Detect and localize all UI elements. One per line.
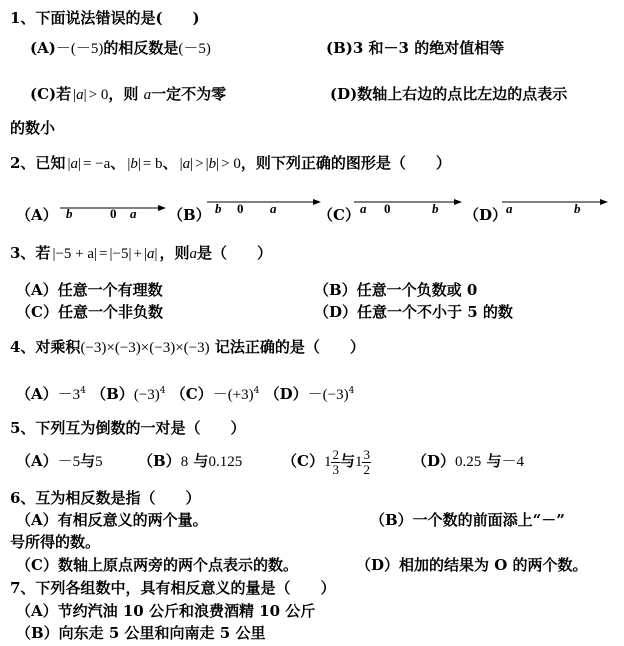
q5-a-yu: 与: [80, 452, 96, 470]
q6-option-b[interactable]: （B）一个数的前面添上“－”: [370, 511, 565, 529]
q4-d-base: －(−3): [307, 387, 349, 403]
q5-d-y: －4: [501, 454, 525, 470]
q6-stem: 6、互为相反数是指（ ）: [10, 489, 201, 507]
arrow-head: [454, 199, 462, 205]
q5-b-label: （B）: [138, 452, 181, 470]
q2-abs-b: |b|: [127, 156, 141, 172]
q3-abs-3: |a|: [143, 246, 158, 262]
q5-option-a[interactable]: [16, 451, 103, 472]
q2-option-b-label[interactable]: （B）: [168, 206, 211, 224]
q2-option-c-label[interactable]: （C）: [318, 206, 360, 224]
q5-c-fraction-1: $\frac{2}{3}$: [332, 446, 339, 477]
q4-b-base: (−3): [133, 387, 160, 403]
q3-stem-pre: 3、若: [10, 244, 51, 262]
q1-a-mid: 的相反数是: [103, 39, 179, 57]
q2-e3-var-b: b: [208, 156, 217, 172]
q3-option-c[interactable]: （C）任意一个非负数: [16, 303, 163, 321]
q6-option-d[interactable]: （D）相加的结果为 O 的两个数。: [356, 556, 588, 574]
q1-c-comma: ，则: [108, 85, 139, 103]
q3-eq: =: [99, 246, 108, 262]
q4-a-label: （A）: [16, 385, 58, 403]
q2-stem: [10, 153, 451, 174]
q5-d-yu: 与: [486, 452, 502, 470]
q1-c-ineq: > 0: [88, 87, 109, 103]
q2-abs-a2: |a|: [179, 156, 194, 172]
q6-option-c[interactable]: （C）数轴上原点两旁的两个点表示的数。: [16, 556, 298, 574]
q1-a-val: (－5): [178, 41, 211, 57]
q2-e2-rhs: = b: [142, 156, 163, 172]
q4-option-a[interactable]: [16, 385, 86, 403]
q3-abs-1: |−5 + a|: [52, 246, 98, 262]
q4-a-exp: 4: [80, 386, 86, 396]
q1-c-label: (C)若: [30, 85, 72, 103]
q2-e2-var: b: [130, 156, 138, 172]
q4-a-base: －3: [57, 387, 81, 403]
q3-option-a[interactable]: （A）任意一个有理数: [16, 281, 163, 299]
q3-abs-2: |−5|: [109, 246, 132, 262]
q4-stem: [10, 337, 365, 358]
q5-stem: 5、下列互为倒数的一对是（ ）: [10, 419, 246, 437]
q4-option-b[interactable]: [91, 385, 165, 403]
q5-b-y: 0.125: [208, 454, 243, 470]
q2-option-d-label[interactable]: （D）: [464, 206, 508, 224]
q6-option-b-cont: 号所得的数。: [10, 533, 101, 551]
point-label: b: [215, 201, 222, 216]
q2-stem-post: ，则下列正确的图形是（ ）: [240, 154, 451, 172]
q5-d-x: 0.25: [455, 454, 482, 470]
q4-c-label: （C）: [170, 385, 213, 403]
point-label: 0: [110, 206, 117, 221]
q1-option-c[interactable]: [30, 84, 226, 105]
q2-e3-mid: >: [195, 156, 204, 172]
q5-a-y: 5: [95, 454, 103, 470]
q2-abs-b2: |b|: [205, 156, 220, 172]
q3-stem-post: 是（ ）: [197, 244, 273, 262]
point-label: a: [506, 201, 513, 216]
q4-stem-pre: 4、对乘积: [10, 338, 81, 356]
q3-var: a: [189, 246, 198, 262]
q5-c-fraction-2: $\frac{3}{2}$: [363, 446, 370, 477]
q1-a-math: －(－5): [55, 41, 104, 57]
q1-stem: 1、下面说法错误的是( ): [10, 9, 200, 27]
q2-numberline-b: [205, 194, 323, 220]
q4-option-c[interactable]: [171, 385, 260, 403]
q1-option-b[interactable]: (B)3 和－3 的绝对值相等: [326, 39, 505, 57]
q7-option-b[interactable]: （B）向东走 5 公里和向南走 5 公里: [16, 624, 266, 642]
q1-c-abs-bar: |a|: [73, 87, 87, 103]
q3-stem: [10, 243, 272, 264]
q4-d-exp: 4: [348, 386, 355, 396]
q1-c-var: a: [143, 87, 152, 103]
arrow-head: [600, 199, 608, 205]
q2-e1-var: a: [70, 156, 78, 172]
point-label: a: [270, 201, 277, 216]
q2-numberline-d: [500, 194, 610, 220]
q4-stem-post: 记法正确的是（ ）: [214, 338, 365, 356]
q4-c-exp: 4: [253, 386, 260, 396]
q5-a-x: －5: [57, 454, 81, 470]
q3-option-b[interactable]: （B）任意一个负数或 0: [314, 281, 478, 299]
q2-sep-1: 、: [110, 154, 126, 172]
q4-b-label: （B）: [91, 385, 134, 403]
q7-option-a[interactable]: （A）节约汽油 10 公斤和浪费酒精 10 公斤: [16, 602, 316, 620]
point-label: a: [360, 201, 367, 216]
q4-options: [16, 381, 354, 405]
q5-c-label: （C）: [282, 452, 324, 470]
q5-a-label: （A）: [16, 452, 58, 470]
q5-c-whole-1: 1: [323, 454, 332, 470]
q4-c-base: －(+3): [212, 387, 254, 403]
q2-abs-a: |a|: [67, 156, 81, 172]
q1-c-tail: 一定不为零: [151, 85, 227, 103]
q4-b-exp: 4: [159, 386, 166, 396]
q3-expr-3: a: [147, 246, 155, 262]
q2-e1-rhs: = −a: [82, 156, 111, 172]
q4-d-label: （D）: [264, 385, 308, 403]
q2-e3-var-a: a: [182, 156, 191, 172]
q4-option-d[interactable]: [265, 385, 355, 403]
q3-expr-2: −5: [112, 246, 129, 262]
q3-option-d[interactable]: （D）任意一个不小于 5 的数: [314, 303, 513, 321]
q2-numberline-c: [352, 194, 464, 220]
point-label: b: [574, 201, 581, 216]
point-label: 0: [237, 201, 244, 216]
q5-d-label: （D）: [412, 452, 456, 470]
q3-plus: +: [133, 246, 142, 262]
q3-expr-1: −5 + a: [55, 246, 95, 262]
point-label: b: [432, 201, 439, 216]
q1-a-label: (A): [30, 39, 56, 57]
q1-option-d[interactable]: (D)数轴上右边的点比左边的点表示: [330, 85, 568, 103]
q5-option-b[interactable]: [138, 451, 242, 472]
q2-option-a-label[interactable]: （A）: [16, 206, 58, 224]
q5-c-whole-2: 1: [354, 454, 363, 470]
q5-option-d[interactable]: [412, 451, 524, 472]
q5-b-yu: 与: [193, 452, 209, 470]
q4-product: (−3)×(−3)×(−3)×(−3): [80, 340, 210, 356]
q5-option-c[interactable]: [282, 441, 371, 482]
q6-option-a[interactable]: （A）有相反意义的两个量。: [16, 511, 208, 529]
q1-c-abs-var: a: [76, 87, 84, 103]
q1-option-a[interactable]: [30, 38, 211, 59]
q2-sep-2: 、: [162, 154, 178, 172]
q2-e3-rhs: > 0: [221, 156, 241, 172]
q5-b-x: 8: [180, 454, 189, 470]
point-label: 0: [384, 201, 391, 216]
arrow-head: [158, 205, 166, 211]
q2-numberline-a: [58, 196, 168, 222]
q3-stem-mid: ，则: [159, 244, 190, 262]
point-label: a: [130, 206, 137, 221]
q2-stem-pre: 2、已知: [10, 154, 66, 172]
q1-option-d-cont: 的数小: [10, 119, 56, 137]
point-label: b: [66, 206, 73, 221]
q5-c-yu: 与: [339, 452, 355, 470]
q7-stem: 7、下列各组数中，具有相反意义的量是（ ）: [10, 579, 336, 597]
